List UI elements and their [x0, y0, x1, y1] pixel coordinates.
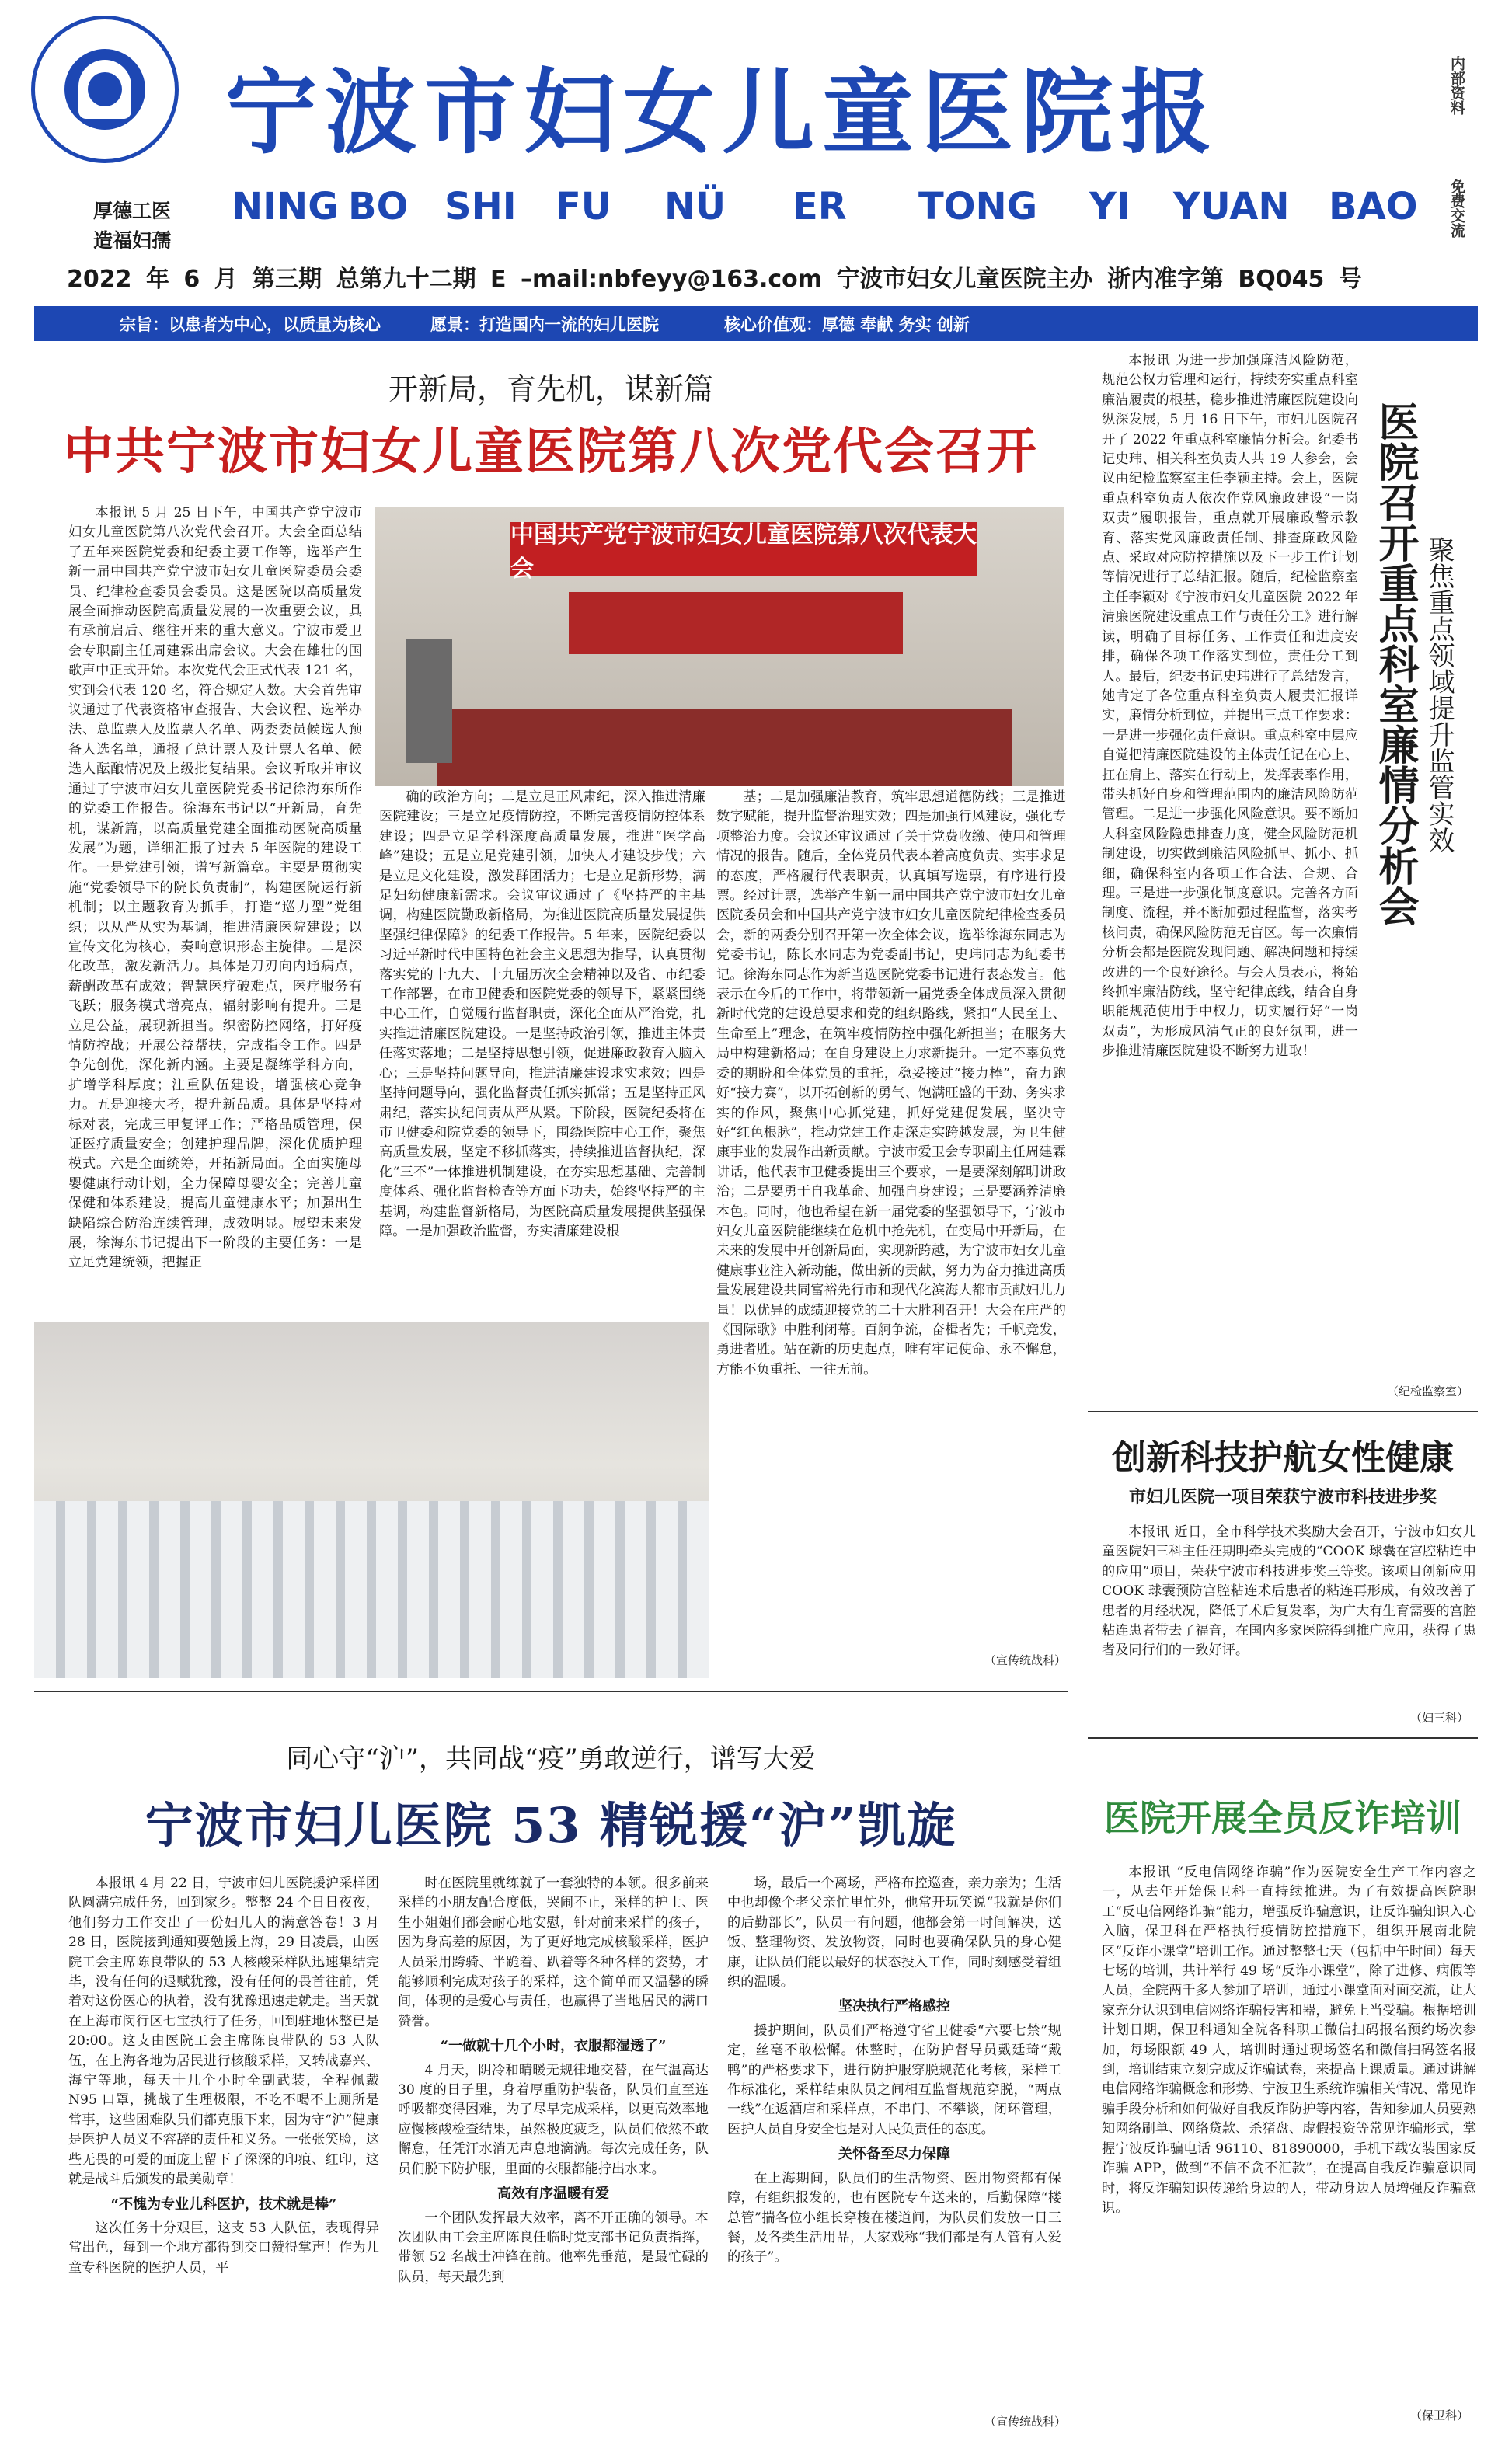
article-headline: 中共宁波市妇女儿童医院第八次党代会召开	[64, 423, 1038, 481]
article-column: 基；二是加强廉洁教育，筑牢思想道德防线；三是推进数字赋能，提升监督治理实效；四是加强行风建设，强化专项整治力度。会议还审议通过了关于党费收缴、使用和管理情况的报告。随后，全体党员代表本着高度负责、实事求是的态度，严格履行代表职责，认真填写选票，有序进行投票。经过计票，选举产生新一届中国共产党宁波市妇女儿童医院委员会和中国共产党宁波市妇女儿童医院纪律检查委员会，新的两委分别召开第一次全体会议，选举徐海东同志为党委书记，陈长水同志为党委副书记，史玮同志为纪委书记。徐海东同志作为新当选医院党委书记进行表态发言。他表示在今后的工作中，将带领新一届党委全体成员深入贯彻新时代党的建设总要求和党的组织路线，紧扣“人民至上、生命至上”理念，在筑牢疫情防控中强化新担当；在服务大局中构建新格局；在自身建设上力求新提升。一定不辜负党委的期盼和全体党员的重托，稳妥接过“接力棒”，奋力跑好“接力赛”，以开拓创新的勇气、饱满旺盛的干劲、务实求实的作风，聚焦中心抓党建，抓好党建促发展，坚决守好“红色根脉”，推动党建工作走深走实跨越发展，为卫生健康事业的发展作出新贡献。宁波市爱卫会专职副主任周建霖讲话，他代表市卫健委提出三个要求，一是要深刻解明讲政治；二是要勇于自我革命、加强自身建设；三是要涵养清廉本色。同时，他也希望在新一届党委的坚强领导下，宁波市妇女儿童医院能继续在危机中抢先机，在变局中开新局，在未来的发展中开创新局面，实现新跨越，为宁波市妇女儿童健康事业注入新动能，做出新的贡献，努力为奋力推进高质量发展建设共同富裕先行市和现代化滨海大都市贡献妇儿力量！以优异的成绩迎接党的二十大胜利召开！大会在庄严的《国际歌》中胜利闭幕。百舸争流，奋楫者先；千帆竞发，勇进者胜。站在新的历史起点，唯有牢记使命、永不懈怠，方能不负重托、一往无前。	[716, 789, 1066, 1378]
section-subheading: 高效有序温暖有爱	[497, 2186, 609, 2203]
newspaper-title: 宁波市妇女儿童医院报	[225, 59, 1221, 166]
pinyin-syllable: NING	[232, 185, 339, 228]
article-column: 时在医院里就练就了一套独特的本领。很多前来采样的小朋友配合度低，哭闹不止，采样的护士、医生小姐姐们都会耐心地安慰，针对前来采样的孩子，因为身高差的原因，为了更好地完成核酸采样，医护人员采用跨骑、半跪着、趴着等各种各样的姿势，才能够顺利完成对孩子的采样，这个简单而又温馨的瞬间，体现的是爱心与责任，也赢得了当地居民的满口赞誉。 “一做就十几个小时，衣服都湿透了” 4 月天，阴冷和晴暖无规律地交替，在气温高达 30 度的日子里，身着厚重防护装备，队员们直至连呼吸都变得困难，为了尽早完成采样，以更高效率地应慢核酸检查结果，虽然极度疲乏，队员们依然不敢懈怠，任凭汗水消无声息地滴淌。每次完成任务，队员们脱下防护服，里面的衣服都能拧出水来。 高效有序温暖有爱 一个团队发挥最大效率，离不开正确的领导。本次团队由工会主席陈良任临时党支部书记负责指挥，带领 52 名战士冲锋在前。他率先垂范，是最忙碌的队员，每天最先到	[398, 1876, 709, 2285]
article-headline: 医院开展全员反诈培训	[1104, 1797, 1461, 1839]
pinyin-syllable: YUAN	[1173, 185, 1290, 228]
mission-banner	[34, 306, 1478, 341]
hospital-logo	[31, 16, 179, 163]
motto-line-2: 造福妇孺	[92, 229, 171, 252]
article-headline: 宁波市妇儿医院 53 精锐援“沪”凯旋	[145, 1797, 957, 1854]
section-subheading: “不愧为专业儿科医护，技术就是棒”	[110, 2196, 337, 2213]
photo-banner-text: 中国共产党宁波市妇女儿童医院第八次代表大会	[510, 521, 977, 583]
section-divider	[1088, 1411, 1478, 1412]
section-divider	[34, 1691, 1068, 1692]
article-signature: （宣传统战科）	[984, 2415, 1066, 2429]
article-signature: （妇三科）	[1409, 1711, 1468, 1725]
article-column: 本报讯 5 月 25 日下午，中国共产党宁波市妇女儿童医院第八次党代会召开。大会全面总结了五年来医院党委和纪委主要工作等，选举产生新一届中国共产党宁波市妇女儿童医院委员会委员、纪律检查委员会委员。这是医院以高质量发展全面推动医院高质量发展的一次重要会议，具有承前启后、继往开来的重大意义。宁波市爱卫会专职副主任周建霖出席会议。大会在雄壮的国歌声中正式开始。本次党代会正式代表 121 名，实到会代表 120 名，符合规定人数。大会首先审议通过了代表资格审查报告、大会议程、选举办法、总监票人及监票人名单、两委委员候选人预备人选名单，通报了总计票人及计票人名单、候选人酝酿情况及上级批复结果。会议听取并审议通过了宁波市妇女儿童医院党委书记徐海东所作的党委工作报告。徐海东书记以“开新局，育先机，谋新篇，以高质量党建全面推动医院高质量发展”为题，详细汇报了过去 5 年医院的建设工作。一是党建引领，谱写新篇章。主要是贯彻实施“党委领导下的院长负责制”，构建医院运行新机制；以主题教育为抓手，打造“巡力型”党组织；以从严从实为基调，推进清廉医院建设；以宣传文化为核心，奏响意识形态主旋律。二是深化改革，激发新活力。具体是刀刃向内通病点，薪酬改革有成效；智慧医疗破难点，医疗服务有飞跃；服务模式增亮点，辐射影响有提升。三是立足公益，展现新担当。织密防控网络，打好疫情防控战；开展公益帮扶，完成指令工作。四是争先创优，深化新内涵。主要是凝练学科方向，扩增学科厚度；注重队伍建设，增强核心竞争力。五是迎接大考，提升新品质。具体是坚持对标对表，完成三甲复评工作；严格品质管理，保证医疗质量安全；创建护理品牌，深化优质护理模式。六是全面统筹，开拓新局面。全面实施母婴健康行动计划，全力保障母婴安全；完善儿童保健和体系建设，提高儿童健康水平；加强出生缺陷综合防治连续管理，成效明显。展望未来发展，徐海东书记提出下一阶段的主要任务：一是立足党建统领，把握正	[68, 505, 362, 1271]
banner-purpose: 宗旨：以患者为中心，以质量为核心	[120, 315, 381, 334]
article-column: 本报讯 4 月 22 日，宁波市妇儿医院援沪采样团队圆满完成任务，回到家乡。整整 24 个日日夜夜，他们努力工作交出了一份妇儿人的满意答卷！3 月 28 日，医院接到通知要勉援上海，29 日凌晨，由医院工会主席陈良带队的 53 人核酸采样队迅速集结完毕，没有任何的退赋犹豫，没有任何的畏首往前，凭着对这份医心的执着，没有犹豫迅速走就走。当天就在上海市闵行区七宝执行了任务，回到驻地休整已是 20:00。这支由医院工会主席陈良带队的 53 人队伍，在上海各地为居民进行核酸采样，又转战嘉兴、海宁等地，每天十几个小时全副武装，全程佩戴 N95 口罩，挑战了生理极限，不吃不喝不上厕所是常事，这些困难队员们都克服下来，因为守“沪”健康是医护人员义不容辞的责任和义务。一张张笑脸，这些无畏的可爱的面庞上留下了深深的印痕、红印，这就是战斗后颁发的最美勋章！ “不愧为专业儿科医护，技术就是棒” 这次任务十分艰巨，这支 53 人队伍，表现得异常出色，每到一个地方都得到交口赞得掌声！作为儿童专科医院的医护人员，平	[68, 1876, 379, 2276]
pinyin-syllable: YI	[1089, 185, 1131, 228]
side-note-internal: 内部资料	[1448, 56, 1465, 115]
article-subheadline: 市妇儿医院一项目荣获宁波市科技进步奖	[1128, 1487, 1437, 1507]
pinyin-syllable: SHI	[444, 185, 517, 228]
congress-photo	[375, 507, 1064, 786]
article-signature: （宣传统战科）	[984, 1653, 1066, 1667]
pinyin-syllable: BO	[348, 185, 409, 228]
pinyin-syllable: TONG	[918, 185, 1038, 228]
article-column: 本报讯 为进一步加强廉洁风险防范，规范公权力管理和运行，持续夯实重点科室廉洁履责的根基，稳步推进清廉医院建设向纵深发展，5 月 16 日下午，市妇儿医院召开了 2022 年重点科室廉情分析会。纪委书记史玮、相关科室负责人共 19 人参会，会议由纪检监察室主任李颖主持。会上，医院重点科室负责人依次作党风廉政建设“一岗双责”履职报告，重点就开展廉政警示教育、落实党风廉政责任制、排查廉政风险点、采取对应防控措施以及下一步工作计划等情况进行了总结汇报。随后，纪检监察室主任李颖对《宁波市妇女儿童医院 2022 年清廉医院建设重点工作与责任分工》进行解读，明确了目标任务、工作责任和进度安排，确保各项工作落实到位，责任分工到人。最后，纪委书记史玮进行了总结发言，她肯定了各位重点科室负责人履责汇报详实，廉情分析到位，并提出三点工作要求：一是进一步强化责任意识。重点科室中层应自觉把清廉医院建设的主体责任记在心上、扛在肩上、落实在行动上，发挥表率作用，带头抓好自身和管理范围内的廉洁风险防范管理。二是进一步强化风险意识。要不断加大科室风险隐患排查力度，健全风险防范机制建设，切实做到廉洁风险抓早、抓小、抓细，确保科室内各项工作合法、合规、合理。三是进一步强化制度意识。完善各方面制度、流程，并不断加强过程监督，落实考核问责，确保风险防范无盲区。每一次廉情分析会都是医院发现问题、解决问题和持续改进的一个良好途径。与会人员表示，将始终抓牢廉洁防线，坚守纪律底线，结合自身职能规范使用手中权力，切实履行好“一岗双责”，为形成风清气正的良好氛围，进一步推进清廉医院建设不断努力进取！	[1102, 353, 1358, 1060]
article-kicker: 同心守“沪”，共同战“疫”勇敢逆行，谱写大爱	[286, 1743, 816, 1775]
article-column: 确的政治方向；二是立足正风肃纪，深入推进清廉医院建设；三是立足疫情防控，不断完善疫情防控体系建设；四是立足学科深度高质量发展，推进“医学高峰”建设；五是立足党建引领，加快人才建设步伐；六是立足文化建设，激发群团活力；七是立足新形势，满足妇幼健康新需求。会议审议通过了《坚持严的主基调，构建医院勤政新格局，为推进医院高质量发展提供坚强纪律保障》的纪委工作报告。5 年来，医院纪委以习近平新时代中国特色社会主义思想为指导，认真贯彻落实党的十九大、十九届历次全会精神以及省、市纪委工作部署，在市卫健委和医院党委的领导下，紧紧围绕中心工作，自觉履行监督职责，深化全面从严治党，扎实推进清廉医院建设。一是坚持政治引领，推进主体责任落实落地；二是坚持思想引领，促进廉政教育入脑入心；三是坚持问题导向，推进清廉建设求实求效；四是坚持问题导向，强化监督责任抓实抓常；五是坚持正风肃纪，落实执纪问责从严从紧。下阶段，医院纪委将在市卫健委和院党委的领导下，围绕医院中心工作，聚焦高质量发展，坚定不移抓落实，持续推进监督执纪，深化“三不”一体推进机制建设，在夯实思想基础、完善制度体系、强化监督检查等方面下功夫，始终坚持严的主基调，构建监督新格局，为医院高质量发展提供坚强保障。一是加强政治监督，夯实清廉建设根	[379, 789, 705, 1239]
logo-emblem	[64, 49, 145, 130]
article-column: 场，最后一个离场，严格布控巡查，亲力亲为；生活中也却像个老父亲忙里忙外，他常开玩笑说“我就是你们的后勤部长”，队员一有问题，他都会第一时间解决，送饭、整理物资、发放物资，同时也要确保队员的身心健康，让队员们能以最好的状态投入工作，同时刻感受着组织的温暖。 坚决执行严格感控 援护期间，队员们严格遵守省卫健委“六要七禁”规定，丝毫不敢松懈。休整时，在防护督导员戴廷琦“戴鸭”的严格要求下，进行防护服穿脱规范化考核，采样工作标准化，采样结束队员之间相互监督规范穿脱，“两点一线”在返酒店和采样点，不串门、不攀谈，闭环管理，医护人员自身安全也是对人民负责任的态度。 关怀备至尽力保障 在上海期间，队员们的生活物资、医用物资都有保障，有组织报发的，也有医院专车送来的，后勤保障“楼总管”揣各位小组长穿梭在楼道间，为队员们发放一日三餐，及各类生活用品，大家戏称“我们都是有人管有人爱的孩子”。	[727, 1876, 1061, 2266]
article-headline: 创新科技护航女性健康	[1112, 1438, 1454, 1478]
article-headline: 医院召开重点科室廉情分析会	[1371, 401, 1419, 926]
pinyin-syllable: NÜ	[664, 185, 726, 228]
article-kicker: 开新局，育先机，谋新篇	[388, 372, 713, 406]
staff-photo	[34, 1322, 709, 1678]
side-note-free: 免费交流	[1448, 179, 1465, 238]
section-divider	[1088, 1737, 1478, 1739]
pinyin-syllable: ER	[793, 185, 847, 228]
issue-info: 2022 年 6 月 第三期 总第九十二期 E –mail:nbfeyy@163.com 宁波市妇女儿童医院主办 浙内准字第 BQ045 号	[67, 266, 1362, 293]
banner-values: 核心价值观：厚德 奉献 务实 创新	[724, 315, 970, 334]
section-subheading: “一做就十几个小时，衣服都湿透了”	[440, 2038, 667, 2055]
section-subheading: 坚决执行严格感控	[838, 1998, 950, 2015]
banner-vision: 愿景：打造国内一流的妇儿医院	[430, 315, 659, 334]
pinyin-syllable: FU	[556, 185, 611, 228]
motto-line-1: 厚德工医	[92, 200, 171, 222]
article-signature: （纪检监察室）	[1386, 1384, 1468, 1398]
article-column: 本报讯 “反电信网络诈骗”作为医院安全生产工作内容之一，从去年开始保卫科一直持续推进。为了有效提高医院职工“反电信网络诈骗”能力，增强反诈骗意识，让反诈骗知识入心入脑，保卫科在严格执行疫情防控措施下，组织开展南北院区“反诈小课堂”培训工作。通过整整七天（包括中午时间）每天七场的培训，共计举行 49 场“反诈小课堂”，除了进修、病假等人员，全院两千多人参加了培训，通过小课堂面对面交流，让大家充分认识到电信网络诈骗侵害和器，避免上当受骗。根据培训计划日期，保卫科通知全院各科职工微信扫码报名预约场次参加，每场限额 49 人，培训时通过现场签名和微信扫码签名报到，培训结束立刻完成反诈骗试卷，来提高上课质量。通过讲解电信网络诈骗概念和形势、宁波卫生系统诈骗相关情况、常见诈骗手段分析和如何做好自我反诈防护等内容，告知参加人员要熟知网络刷单、网络贷款、杀猪盘、虚假投资等常见诈骗形式，掌握宁波反诈骗电话 96110、81890000，手机下载安装国家反诈骗 APP，做到“不信不贪不汇款”，在提高自我反诈骗意识同时，将反诈骗知识传递给身边的人，带动身边人员增强反诈骗意识。	[1102, 1865, 1476, 2216]
article-column: 本报讯 近日，全市科学技术奖励大会召开，宁波市妇女儿童医院妇三科主任汪期明牵头完成的“COOK 球囊在宫腔粘连中的应用”项目，荣获宁波市科技进步奖三等奖。该项目创新应用 COOK 球囊预防宫腔粘连术后患者的粘连再形成，有效改善了患者的月经状况，降低了术后复发率，为广大有生育需要的宫腔粘连患者带去了福音，在国内多家医院得到推广应用，获得了患者及同行们的一致好评。	[1102, 1524, 1476, 1659]
article-signature: （保卫科）	[1409, 2408, 1468, 2422]
pinyin-syllable: BAO	[1329, 185, 1418, 228]
section-subheading: 关怀备至尽力保障	[838, 2146, 950, 2163]
article-subheadline: 聚焦重点领域提升监管实效	[1423, 536, 1455, 853]
